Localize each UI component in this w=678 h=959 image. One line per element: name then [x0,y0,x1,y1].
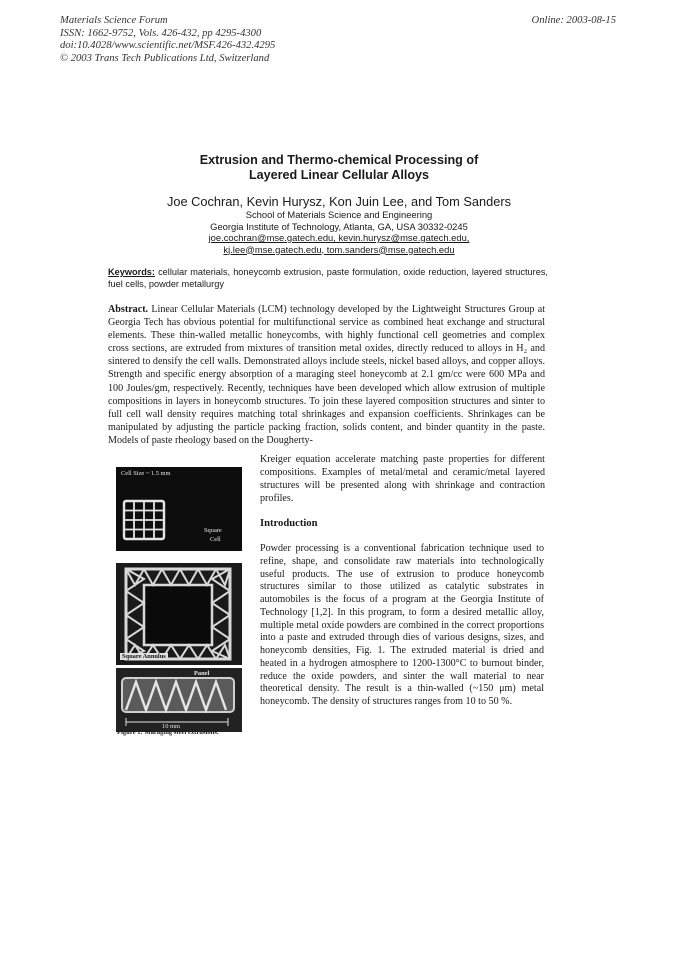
paper-title-line-2: Layered Linear Cellular Alloys [248,168,430,182]
figure-1-caption [117,729,219,736]
figure-square-annulus-photo [116,563,242,665]
figure-caption-label: Figure 1: [117,729,143,736]
abstract-text: Linear Cellular Materials (LCM) technology developed by the Lightweight Structures Group at Georgia Tech has obvious potential for multifunctional service as combined heat exchange and structural elements. These thin-walled metallic honeycombs, with highly functional cell geometries and complex cross sections, are extruded from mixtures of transition metal oxides, directly reduced to alloys in H₂ and sintered to densify the cell walls. Demonstrated alloys include steels, nickel based alloys, and copper alloys. Strength and specific energy absorption of a maraging steel honeycomb at 2.1 gm/cc were 600 MPa and 100 Joules/gm, respectively. Recently, techniques have been developed which allow extrusion of multiple compositions in layers in honeycomb structures. To join these layered composition structures and sinter to full cell wall density requires matching total shrinkages and expansion coefficients. Shrinkages can be manipulated by adjusting the particle packing fraction, solids content, and binder quantity in the paste. Models of paste rheology based on the Dougherty- [108,304,546,446]
paper-authors: Joe Cochran, Kevin Hurysz, Kon Juin Lee, and Tom Sanders [166,194,512,209]
figure-1 [116,467,242,737]
square-annulus-graphic [116,563,242,665]
journal-doi: doi:10.4028/www.scientific.net/MSF.426-432.4295 [60,40,276,52]
keywords-block [108,267,548,290]
paper-title-line-1: Extrusion and Thermo-chemical Processing of [199,153,479,167]
affiliation [0,209,678,255]
online-date: Online: 2003-08-15 [531,15,616,26]
abstract-continuation: Kreiger equation accelerate matching paste properties for different compositions. Examples of metal/metal and ceramic/metal layered structures will be presented along with shrinkage and contraction profiles. [260,454,545,505]
abstract-label: Abstract. [108,304,149,315]
abstract-block [108,303,545,447]
keywords-text: cellular materials, honeycomb extrusion, paste formulation, oxide reduction, layered structures, fuel cells, powder metallurgy [108,267,548,289]
introduction-text: Powder processing is a conventional fabrication technique used to refine, shape, and consolidate raw materials into technologically useful products. The use of extrusion to produce honeycomb structures similar to those utilized as catalytic substrates in automobiles is the focus of a program at the Georgia Institute of Technology [1,2]. In this program, to form a desired metallic alloy, multiple metal oxide powders are combined in the correct proportions into a paste and extruded through dies of various designs, sizes, and honeycomb densities, Fig. 1. The extruded material is dried and heated in a hydrogen atmosphere to 1200-1300°C to burnout binder, reduce the oxide powders, and sinter the wall material to near theoretical density. The result is a thin-walled (~150 μm) metal honeycomb. The density of structures ranges from 10 to 50 %. [260,543,544,707]
figure-label-cell-size: Cell Size ~ 1.5 mm [121,470,171,477]
journal-issn: ISSN: 1662-9752, Vols. 426-432, pp 4295-4300 [60,27,262,39]
figure-label-square: Square [204,527,222,534]
affiliation-institute: Georgia Institute of Technology, Atlanta, GA, USA 30332-0245 [210,220,468,232]
figure-label-panel: Panel [194,670,210,677]
paper-title [0,153,678,183]
journal-header [60,15,275,65]
email-line-1[interactable]: joe.cochran@mse.gatech.edu, kevin.hurysz@mse.gatech.edu, [208,232,470,243]
email-line-2[interactable]: kj.lee@mse.gatech.edu, tom.sanders@mse.gatech.edu [223,243,455,255]
keywords-label: Keywords: [108,267,155,277]
square-cell-graphic [116,467,242,551]
figure-label-cell: Cell [210,536,221,543]
introduction-heading: Introduction [260,518,318,529]
journal-name: Materials Science Forum [60,15,168,26]
journal-copyright: © 2003 Trans Tech Publications Ltd, Switzerland [60,52,270,64]
figure-panel-photo [116,668,242,732]
figure-label-scale: 10 mm [162,723,180,730]
figure-caption-text: Maraging steel extrusions. [144,729,219,736]
figure-square-cell-photo [116,467,242,551]
affiliation-school: School of Materials Science and Engineering [245,209,433,220]
figure-label-annulus: Square Annulus [122,653,166,660]
